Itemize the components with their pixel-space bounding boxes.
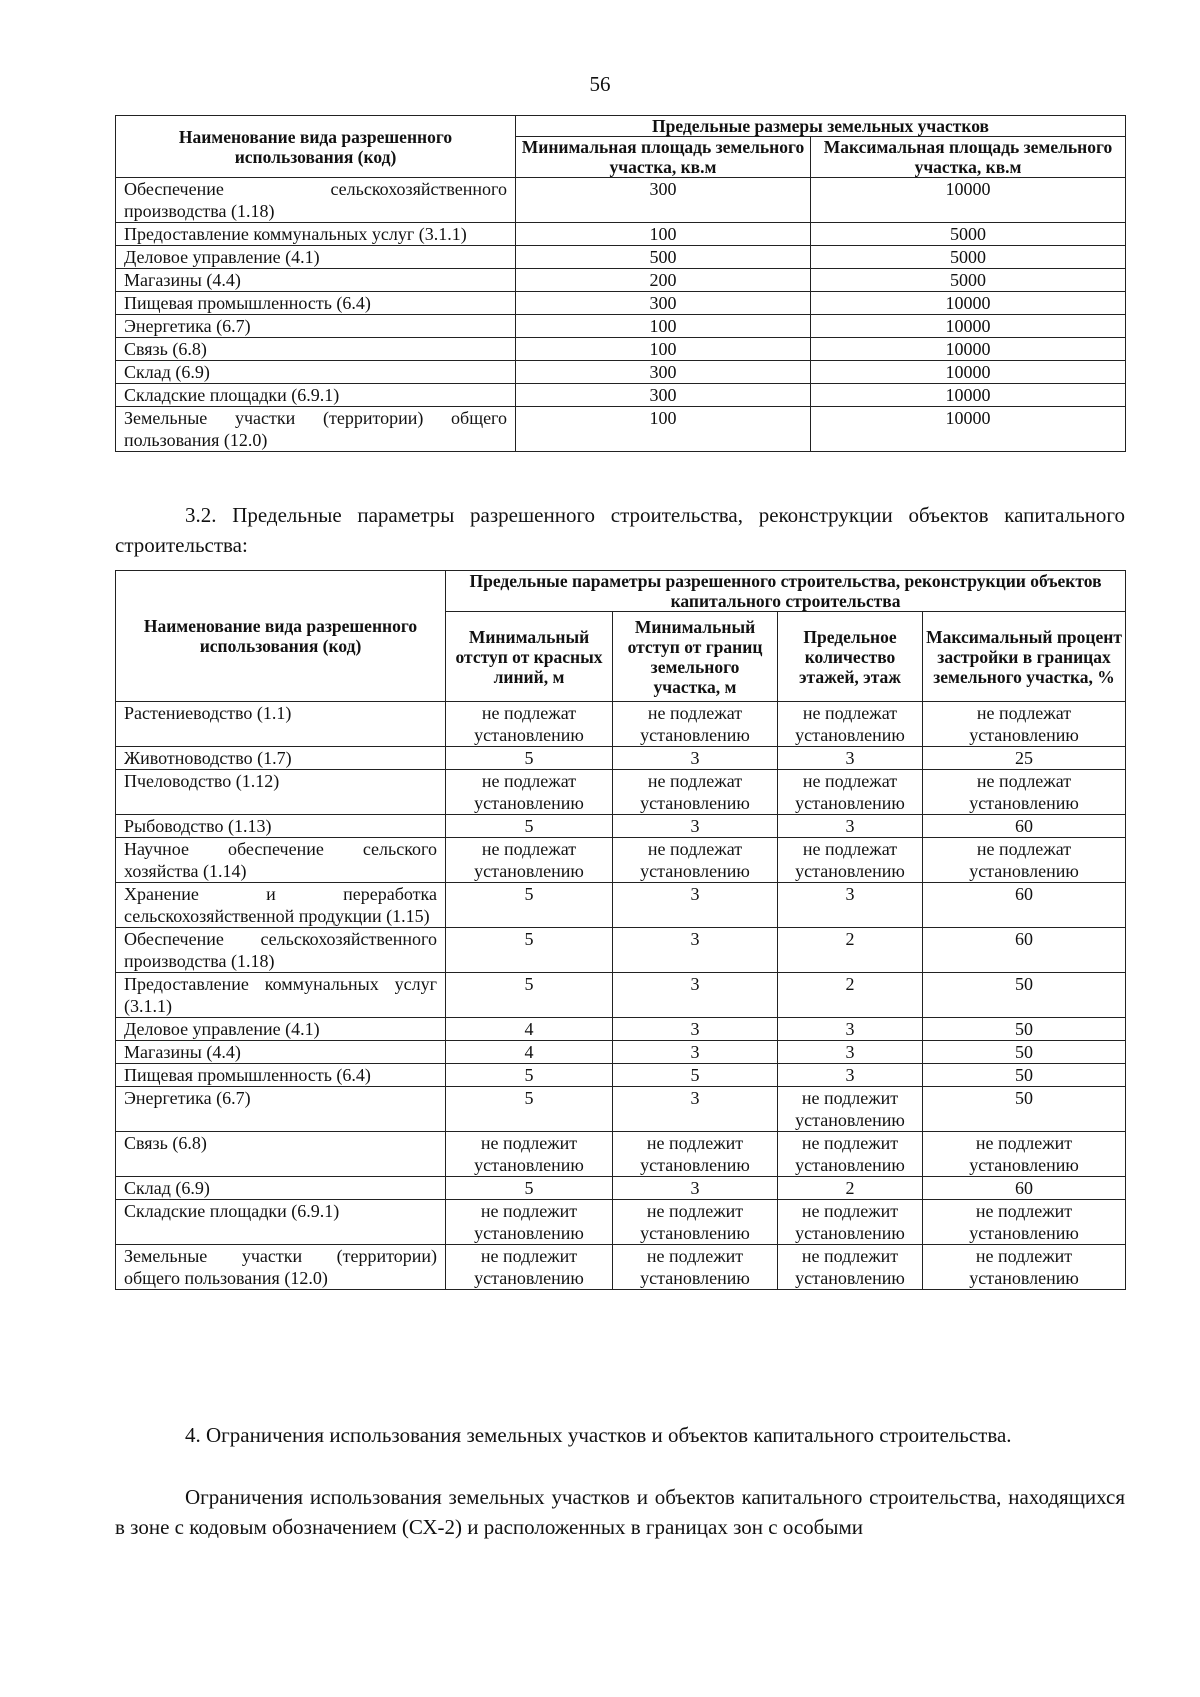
- boundary-setback-value: 3: [613, 815, 778, 838]
- max-floors-value: 2: [778, 928, 923, 973]
- table-row: [116, 1132, 1126, 1177]
- max-coverage-value: не подлежат установлению: [923, 838, 1126, 883]
- land-use-name: Рыбоводство (1.13): [116, 815, 446, 838]
- land-use-name: Растениеводство (1.1): [116, 702, 446, 747]
- red-line-setback-value: 4: [446, 1041, 613, 1064]
- max-floors-value: 3: [778, 747, 923, 770]
- max-coverage-value: не подлежит установлению: [923, 1200, 1126, 1245]
- max-area-value: 10000: [811, 315, 1126, 338]
- boundary-setback-value: 3: [613, 883, 778, 928]
- max-coverage-value: не подлежит установлению: [923, 1245, 1126, 1290]
- land-use-name: Складские площадки (6.9.1): [116, 1200, 446, 1245]
- table-row: [116, 407, 1126, 452]
- table-row: [116, 338, 1126, 361]
- max-floors-value: не подлежат установлению: [778, 838, 923, 883]
- land-use-name: Предоставление коммунальных услуг (3.1.1): [116, 223, 516, 246]
- table-row: [116, 838, 1126, 883]
- table-row: [116, 702, 1126, 747]
- max-floors-value: 2: [778, 973, 923, 1018]
- table-row: [116, 1177, 1126, 1200]
- boundary-setback-value: не подлежит установлению: [613, 1132, 778, 1177]
- table-row: [116, 815, 1126, 838]
- max-floors-value: 3: [778, 1064, 923, 1087]
- max-coverage-value: 50: [923, 1064, 1126, 1087]
- min-area-value: 200: [516, 269, 811, 292]
- max-coverage-value: 60: [923, 1177, 1126, 1200]
- table2-col1-header: Минимальный отступ от красных линий, м: [446, 612, 613, 702]
- max-area-value: 10000: [811, 178, 1126, 223]
- max-floors-value: 2: [778, 1177, 923, 1200]
- max-floors-value: 3: [778, 883, 923, 928]
- red-line-setback-value: 5: [446, 883, 613, 928]
- boundary-setback-value: 3: [613, 973, 778, 1018]
- max-area-value: 10000: [811, 292, 1126, 315]
- table-row: [116, 292, 1126, 315]
- section-4-paragraph: Ограничения использования земельных участков и объектов капитального строительства, находящихся в зоне с кодовым обозначением (СХ-2) и расположенных в границах зон с особыми: [115, 1485, 1125, 1539]
- land-use-name: Предоставление коммунальных услуг (3.1.1): [116, 973, 446, 1018]
- land-use-name: Склад (6.9): [116, 1177, 446, 1200]
- red-line-setback-value: 5: [446, 928, 613, 973]
- min-area-value: 100: [516, 315, 811, 338]
- red-line-setback-value: 5: [446, 1177, 613, 1200]
- table-row: [116, 315, 1126, 338]
- red-line-setback-value: не подлежит установлению: [446, 1132, 613, 1177]
- section-4-heading: 4. Ограничения использования земельных участков и объектов капитального строительства.: [185, 1423, 1012, 1447]
- min-area-value: 300: [516, 178, 811, 223]
- land-use-name: Земельные участки (территории) общего пользования (12.0): [116, 1245, 446, 1290]
- table-row: [116, 883, 1126, 928]
- max-area-value: 10000: [811, 361, 1126, 384]
- land-use-name: Пищевая промышленность (6.4): [116, 1064, 446, 1087]
- boundary-setback-value: 3: [613, 1018, 778, 1041]
- max-floors-value: 3: [778, 1018, 923, 1041]
- red-line-setback-value: не подлежат установлению: [446, 702, 613, 747]
- min-area-value: 300: [516, 292, 811, 315]
- land-use-name: Складские площадки (6.9.1): [116, 384, 516, 407]
- max-coverage-value: 25: [923, 747, 1126, 770]
- boundary-setback-value: 3: [613, 747, 778, 770]
- max-coverage-value: 50: [923, 1041, 1126, 1064]
- table-row: [116, 1087, 1126, 1132]
- max-coverage-value: 50: [923, 1087, 1126, 1132]
- table2-col4-header: Максимальный процент застройки в границах земельного участка, %: [923, 612, 1126, 702]
- min-area-value: 300: [516, 384, 811, 407]
- table-row: [116, 1200, 1126, 1245]
- table-row: [116, 269, 1126, 292]
- max-coverage-value: не подлежит установлению: [923, 1132, 1126, 1177]
- table-row: [116, 361, 1126, 384]
- max-floors-value: не подлежит установлению: [778, 1200, 923, 1245]
- max-area-value: 10000: [811, 384, 1126, 407]
- max-floors-value: не подлежит установлению: [778, 1245, 923, 1290]
- table-row: [116, 1064, 1126, 1087]
- land-use-name: Пищевая промышленность (6.4): [116, 292, 516, 315]
- table-row: [116, 178, 1126, 223]
- table-row: [116, 223, 1126, 246]
- max-area-value: 5000: [811, 269, 1126, 292]
- land-use-name: Научное обеспечение сельского хозяйства (1.14): [116, 838, 446, 883]
- boundary-setback-value: не подлежит установлению: [613, 1245, 778, 1290]
- land-use-name: Земельные участки (территории) общего пользования (12.0): [116, 407, 516, 452]
- table-row: [116, 246, 1126, 269]
- boundary-setback-value: 3: [613, 1177, 778, 1200]
- table-row: [116, 770, 1126, 815]
- land-use-name: Животноводство (1.7): [116, 747, 446, 770]
- max-floors-value: не подлежат установлению: [778, 702, 923, 747]
- max-coverage-value: 60: [923, 815, 1126, 838]
- min-area-value: 500: [516, 246, 811, 269]
- max-floors-value: не подлежит установлению: [778, 1087, 923, 1132]
- red-line-setback-value: не подлежит установлению: [446, 1200, 613, 1245]
- boundary-setback-value: 3: [613, 1087, 778, 1132]
- max-coverage-value: 60: [923, 928, 1126, 973]
- red-line-setback-value: 5: [446, 815, 613, 838]
- min-area-value: 100: [516, 223, 811, 246]
- land-use-name: Деловое управление (4.1): [116, 246, 516, 269]
- land-use-name: Связь (6.8): [116, 338, 516, 361]
- red-line-setback-value: 5: [446, 973, 613, 1018]
- max-floors-value: 3: [778, 815, 923, 838]
- table-row: [116, 928, 1126, 973]
- table-row: [116, 973, 1126, 1018]
- land-use-name: Магазины (4.4): [116, 1041, 446, 1064]
- max-floors-value: 3: [778, 1041, 923, 1064]
- max-coverage-value: не подлежат установлению: [923, 770, 1126, 815]
- max-area-value: 5000: [811, 246, 1126, 269]
- boundary-setback-value: 5: [613, 1064, 778, 1087]
- red-line-setback-value: 5: [446, 1087, 613, 1132]
- max-area-value: 10000: [811, 338, 1126, 361]
- max-coverage-value: 50: [923, 973, 1126, 1018]
- red-line-setback-value: 5: [446, 1064, 613, 1087]
- table-row: [116, 1041, 1126, 1064]
- table1-max-header: Максимальная площадь земельного участка, кв.м: [811, 137, 1126, 178]
- land-use-name: Хранение и переработка сельскохозяйственной продукции (1.15): [116, 883, 446, 928]
- land-use-name: Связь (6.8): [116, 1132, 446, 1177]
- page-number: 56: [589, 72, 611, 96]
- table2-name-header: Наименование вида разрешенного использования (код): [116, 571, 446, 702]
- table-row: [116, 384, 1126, 407]
- land-use-name: Обеспечение сельскохозяйственного производства (1.18): [116, 178, 516, 223]
- boundary-setback-value: не подлежат установлению: [613, 702, 778, 747]
- min-area-value: 100: [516, 407, 811, 452]
- max-area-value: 10000: [811, 407, 1126, 452]
- land-use-name: Пчеловодство (1.12): [116, 770, 446, 815]
- table-row: [116, 1018, 1126, 1041]
- table1-body: [116, 178, 1126, 452]
- section-3-2-heading: 3.2. Предельные параметры разрешенного строительства, реконструкции объектов капитального строительства:: [115, 503, 1125, 557]
- table2-col3-header: Предельное количество этажей, этаж: [778, 612, 923, 702]
- table2-col2-header: Минимальный отступ от границ земельного участка, м: [613, 612, 778, 702]
- table1-group-header: Предельные размеры земельных участков: [516, 116, 1126, 137]
- land-plot-size-table: [115, 115, 1126, 452]
- max-coverage-value: 50: [923, 1018, 1126, 1041]
- red-line-setback-value: 5: [446, 747, 613, 770]
- boundary-setback-value: 3: [613, 1041, 778, 1064]
- table2-group-header: Предельные параметры разрешенного строительства, реконструкции объектов капитального строительства: [446, 571, 1126, 612]
- table1-min-header: Минимальная площадь земельного участка, кв.м: [516, 137, 811, 178]
- table-row: [116, 1245, 1126, 1290]
- red-line-setback-value: не подлежат установлению: [446, 838, 613, 883]
- boundary-setback-value: 3: [613, 928, 778, 973]
- boundary-setback-value: не подлежат установлению: [613, 838, 778, 883]
- table2-body: [116, 702, 1126, 1290]
- land-use-name: Деловое управление (4.1): [116, 1018, 446, 1041]
- land-use-name: Магазины (4.4): [116, 269, 516, 292]
- min-area-value: 300: [516, 361, 811, 384]
- boundary-setback-value: не подлежат установлению: [613, 770, 778, 815]
- land-use-name: Энергетика (6.7): [116, 315, 516, 338]
- red-line-setback-value: не подлежат установлению: [446, 770, 613, 815]
- red-line-setback-value: 4: [446, 1018, 613, 1041]
- construction-parameters-table: [115, 570, 1126, 1290]
- land-use-name: Энергетика (6.7): [116, 1087, 446, 1132]
- table1-name-header: Наименование вида разрешенного использования (код): [116, 116, 516, 178]
- land-use-name: Склад (6.9): [116, 361, 516, 384]
- max-coverage-value: не подлежат установлению: [923, 702, 1126, 747]
- red-line-setback-value: не подлежит установлению: [446, 1245, 613, 1290]
- max-area-value: 5000: [811, 223, 1126, 246]
- min-area-value: 100: [516, 338, 811, 361]
- max-floors-value: не подлежат установлению: [778, 770, 923, 815]
- max-floors-value: не подлежит установлению: [778, 1132, 923, 1177]
- land-use-name: Обеспечение сельскохозяйственного производства (1.18): [116, 928, 446, 973]
- boundary-setback-value: не подлежит установлению: [613, 1200, 778, 1245]
- max-coverage-value: 60: [923, 883, 1126, 928]
- table-row: [116, 747, 1126, 770]
